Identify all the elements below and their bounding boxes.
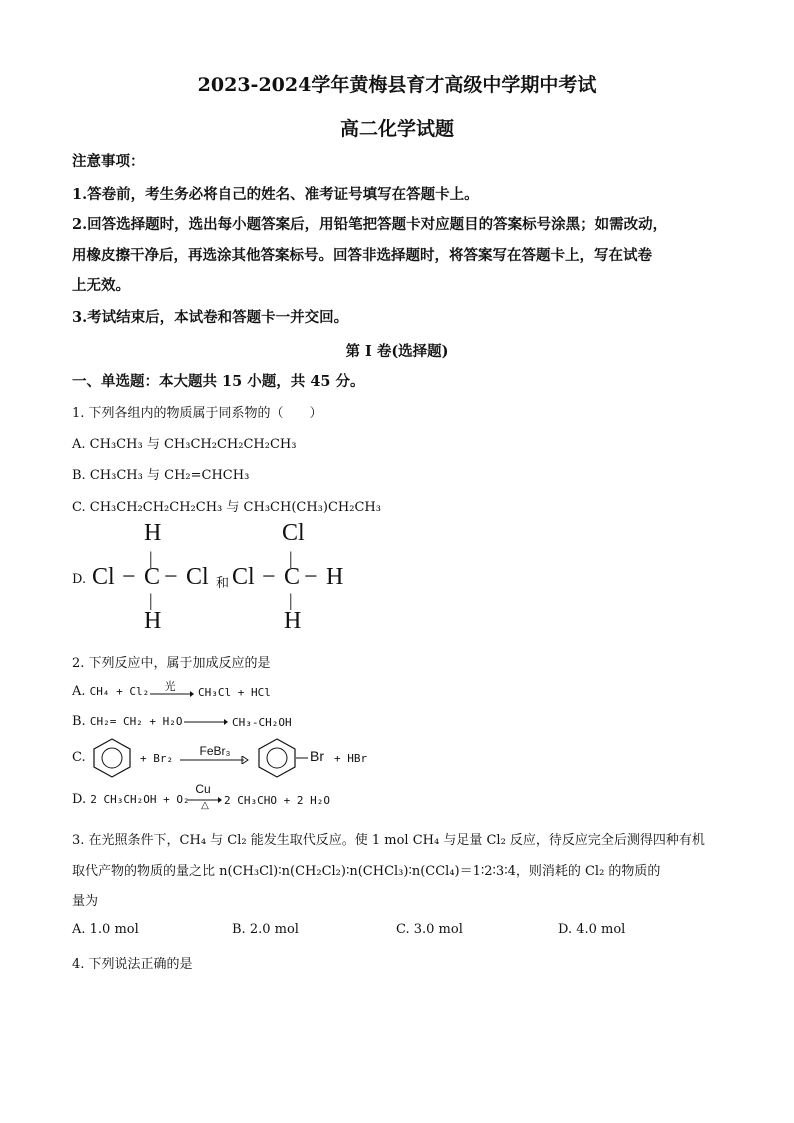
notice-item-3: 3.考试结束后，本试卷和答题卡一并交回。 (72, 309, 349, 326)
q2-option-d (72, 792, 190, 807)
q1-option-c (72, 496, 381, 515)
section-heading: 一、单选题：本大题共 15 小题，共 45 分。 (72, 373, 365, 390)
q3-option-b: B. 2.0 mol (232, 922, 299, 937)
q2-b-products: CH₃-CH₂OH (232, 716, 292, 729)
option-label: A. (72, 684, 86, 699)
part-title: 第 I 卷(选择题) (345, 343, 449, 360)
formula: CH₃CH₂CH₂CH₂CH₃ (89, 500, 223, 515)
formula: CH₂=CHCH₃ (164, 468, 250, 483)
reactants: CH₄ + Cl₂ (89, 685, 150, 698)
atom-right: H (326, 564, 344, 590)
q1-d-connector: 和 (216, 576, 230, 591)
q3-stem-line-2: 取代产物的物质的量之比 n(CH₃Cl)∶n(CH₂Cl₂)∶n(CHCl₃)∶n(CCl₄)＝1∶2∶3∶4，则消耗的 Cl₂ 的物质的 (72, 864, 661, 879)
atom-right: Cl (186, 564, 209, 590)
q2-a-products: CH₃Cl + HCl (198, 686, 271, 699)
atom-left: Cl (92, 564, 115, 590)
q1-option-d-label: D. (72, 572, 87, 587)
q1-stem: 1. 下列各组内的物质属于同系物的（ ） (72, 406, 323, 421)
bond-right: − (164, 564, 178, 590)
formula: CH₃CH₃ (89, 437, 143, 452)
notice-item-1: 1.答卷前，考生务必将自己的姓名、准考证号填写在答题卡上。 (72, 186, 479, 203)
dichloromethane-structure-2 (232, 520, 362, 640)
q2-option-b (72, 714, 183, 729)
q2-c-products: + HBr (334, 752, 368, 765)
reaction-arrow (184, 718, 228, 726)
q2-d-catalyst: Cu (195, 782, 211, 796)
q2-option-a (72, 684, 149, 699)
atom-bottom: H (144, 608, 162, 634)
connector: 与 (226, 500, 240, 515)
q1-option-a (72, 433, 296, 452)
reactants: 2 CH₃CH₂OH + O₂ (90, 793, 190, 806)
bond-vertical-top: | (149, 548, 153, 568)
q2-c-reagent: + Br₂ (140, 752, 174, 765)
q2-a-condition: 光 (164, 680, 176, 693)
connector: 与 (146, 468, 160, 483)
formula: CH₃CH₃ (89, 468, 143, 483)
notice-item-2-line-3: 上无效。 (72, 277, 130, 294)
q4-stem: 4. 下列说法正确的是 (72, 957, 193, 972)
bond-left: − (122, 564, 136, 590)
q3-stem-line-3: 量为 (72, 894, 99, 909)
notice-item-2-line-1: 2.回答选择题时，选出每小题答案后，用铅笔把答题卡对应题目的答案标号涂黑；如需改动， (72, 216, 668, 233)
reaction-arrow (150, 690, 194, 698)
option-label: B. (72, 468, 86, 483)
bond-right: − (304, 564, 318, 590)
atom-center: C (144, 564, 161, 590)
q2-c-substituent: Br (310, 748, 324, 764)
atom-bottom: H (284, 608, 302, 634)
notice-heading: 注意事项： (72, 153, 145, 170)
formula: CH₃CH(CH₃)CH₂CH₃ (243, 500, 381, 515)
heat-icon: △ (201, 800, 209, 811)
formula: CH₃CH₂CH₂CH₂CH₃ (163, 437, 297, 452)
dichloromethane-structure-1 (92, 520, 222, 640)
benzene-ring-icon (90, 738, 134, 778)
q3-option-a: A. 1.0 mol (72, 922, 139, 937)
bond-vertical-top: | (289, 548, 293, 568)
atom-left: Cl (232, 564, 255, 590)
q2-d-products: 2 CH₃CHO + 2 H₂O (224, 794, 330, 807)
q2-option-c-label: C. (72, 750, 86, 765)
q3-stem-line-1: 3. 在光照条件下，CH₄ 与 Cl₂ 能发生取代反应。使 1 mol CH₄ 与足量 Cl₂ 反应，待反应完全后测得四种有机 (72, 833, 705, 848)
q3-option-d: D. 4.0 mol (558, 922, 626, 937)
exam-subtitle: 高二化学试题 (339, 118, 454, 140)
exam-title: 2023-2024学年黄梅县育才高级中学期中考试 (197, 74, 597, 96)
bond-line (296, 756, 308, 760)
atom-top: H (144, 520, 162, 546)
atom-top: Cl (282, 520, 305, 546)
bond-vertical-bottom: | (149, 590, 153, 610)
bond-vertical-bottom: | (289, 590, 293, 610)
q2-stem: 2. 下列反应中，属于加成反应的是 (72, 656, 271, 671)
q1-option-b (72, 464, 249, 483)
reaction-arrow (180, 756, 250, 764)
option-label: D. (72, 792, 87, 807)
q3-option-c: C. 3.0 mol (396, 922, 463, 937)
option-label: B. (72, 714, 86, 729)
connector: 与 (146, 437, 160, 452)
option-label: C. (72, 500, 86, 515)
option-label: A. (72, 437, 86, 452)
atom-center: C (284, 564, 301, 590)
q2-c-condition: FeBr₃ (199, 744, 231, 758)
q3-options (72, 922, 722, 942)
benzene-ring-icon (255, 738, 299, 778)
notice-item-2-line-2: 用橡皮擦干净后，再选涂其他答案标号。回答非选择题时，将答案写在答题卡上，写在试卷 (72, 247, 652, 264)
bond-left: − (262, 564, 276, 590)
reactants: CH₂= CH₂ + H₂O (89, 715, 183, 728)
